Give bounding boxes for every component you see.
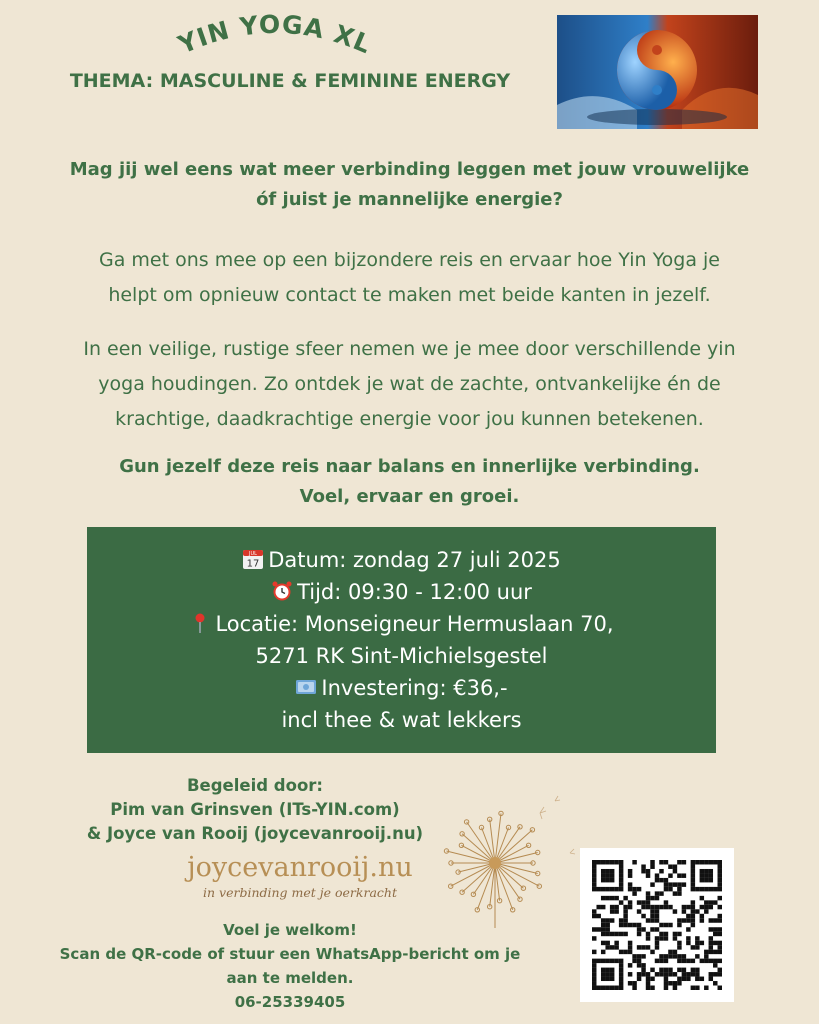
phone-number[interactable]: 06-25339405 xyxy=(234,993,346,1011)
event-title xyxy=(160,0,390,70)
brand-tagline: in verbinding met je oerkracht xyxy=(202,885,397,900)
qr-code[interactable] xyxy=(580,848,734,1002)
dandelion-icon xyxy=(430,793,590,933)
date-line xyxy=(242,544,561,576)
theme-heading: THEMA: MASCULINE & FEMININE ENERGY xyxy=(69,70,511,92)
intro-text xyxy=(30,243,789,313)
time-line xyxy=(271,576,532,608)
event-info-box xyxy=(87,527,716,753)
description-text xyxy=(30,332,789,437)
date-text: Datum: zondag 27 juli 2025 xyxy=(268,548,561,572)
closing-line: Voel, ervaar en groei. xyxy=(299,486,520,507)
question-line: óf juist je mannelijke energie? xyxy=(256,189,563,210)
price-note: incl thee & wat lekkers xyxy=(281,708,522,732)
price-line xyxy=(295,672,507,704)
location-text: Locatie: Monseigneur Hermuslaan 70, xyxy=(215,612,614,636)
closing-line: Gun jezelf deze reis naar balans en innerlijke verbinding. xyxy=(119,456,700,477)
brand-logo xyxy=(170,852,430,900)
brand-name: joycevanrooij.nu xyxy=(187,852,413,883)
call-to-action xyxy=(40,918,540,1014)
cta-line: Scan de QR-code of stuur een WhatsApp-bericht om je xyxy=(59,945,521,963)
location-line xyxy=(189,608,613,640)
alarm-clock-icon xyxy=(271,580,293,602)
closing-text xyxy=(30,452,789,512)
svg-text:YIN YOGA XL: YIN YOGA XL xyxy=(174,9,376,60)
price-text: Investering: €36,- xyxy=(321,676,508,700)
description-line: krachtige, daadkrachtige energie voor jou kunnen betekenen. xyxy=(115,408,704,430)
yin-yang-image xyxy=(557,15,758,129)
description-line: In een veilige, rustige sfeer nemen we je mee door verschillende yin xyxy=(83,338,736,360)
cta-line: aan te melden. xyxy=(226,969,354,987)
guide-name: & Joyce van Rooij (joycevanrooij.nu) xyxy=(86,824,424,843)
calendar-day: 17 xyxy=(246,558,260,570)
money-icon xyxy=(295,676,317,698)
question-line: Mag jij wel eens wat meer verbinding leggen met jouw vrouwelijke xyxy=(69,159,750,180)
calendar-icon xyxy=(242,548,264,570)
pin-icon xyxy=(189,612,211,634)
intro-line: Ga met ons mee op een bijzondere reis en ervaar hoe Yin Yoga je xyxy=(99,249,720,271)
calendar-month: JUL xyxy=(249,551,258,557)
guide-name: Pim van Grinsven (ITs-YIN.com) xyxy=(110,800,400,819)
welcome-text: Voel je welkom! xyxy=(223,921,357,939)
guides-heading: Begeleid door: xyxy=(186,776,324,795)
guides-block xyxy=(40,774,470,846)
description-line: yoga houdingen. Zo ontdek je wat de zachte, ontvankelijke én de xyxy=(98,373,721,395)
location-line-2: 5271 RK Sint-Michielsgestel xyxy=(255,644,548,668)
time-text: Tijd: 09:30 - 12:00 uur xyxy=(297,580,532,604)
question-text xyxy=(30,155,789,215)
intro-line: helpt om opnieuw contact te maken met beide kanten in jezelf. xyxy=(108,284,711,306)
